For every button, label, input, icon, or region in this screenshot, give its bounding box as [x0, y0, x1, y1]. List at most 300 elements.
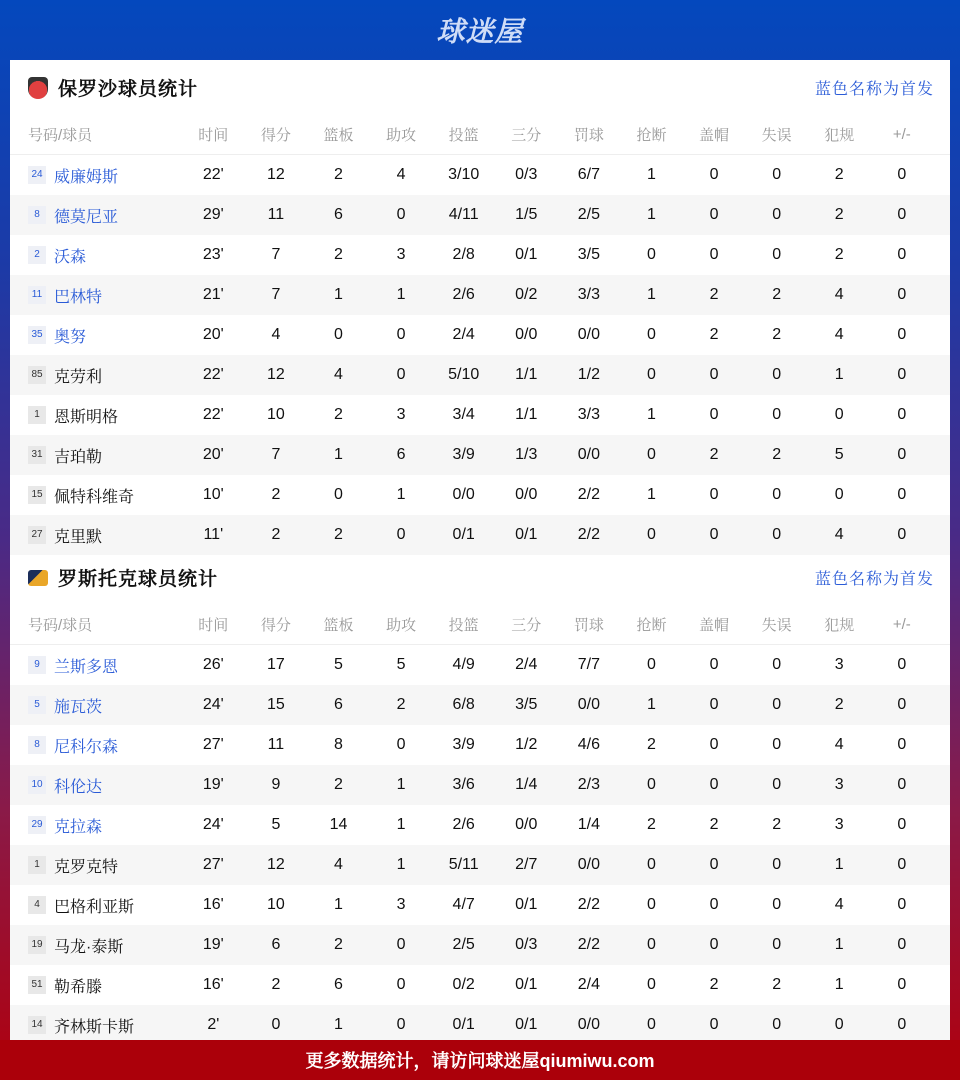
stat-cell: 0: [897, 246, 907, 263]
stat-cell: 6: [396, 446, 406, 463]
player-row[interactable]: [10, 435, 950, 475]
stat-cell: 0: [897, 486, 907, 503]
player-cell: [10, 974, 182, 997]
stat-cell: 2/5: [577, 206, 600, 223]
stat-cell: 0: [772, 776, 782, 793]
stat-cell: 0: [897, 936, 907, 953]
stat-cell: 4/11: [448, 206, 479, 223]
player-name[interactable]: 奥努: [54, 328, 87, 346]
player-row[interactable]: [10, 965, 950, 1005]
stat-cell: 1: [834, 936, 844, 953]
jersey-number: 10: [28, 776, 46, 794]
stat-cell: 0: [709, 896, 719, 913]
stat-cell: 24': [202, 816, 224, 833]
stat-cell: 0/1: [515, 246, 538, 263]
team-logo-icon: [28, 570, 48, 586]
stat-cell: 0: [897, 856, 907, 873]
stat-cell: 1: [396, 856, 406, 873]
player-cell: [10, 324, 182, 347]
stat-cell: 2/2: [577, 486, 600, 503]
stat-cell: 2: [834, 166, 844, 183]
stat-cell: 4: [334, 366, 343, 383]
stat-cell: 0: [772, 1016, 782, 1033]
stat-cell: 0: [647, 976, 656, 993]
column-header: 投篮: [448, 127, 479, 144]
team-title-bar: [10, 60, 950, 115]
player-cell: [10, 164, 182, 187]
stat-cell: 0: [334, 326, 343, 343]
stat-cell: 10: [266, 406, 285, 423]
player-cell: [10, 244, 182, 267]
stat-cell: 0: [772, 406, 782, 423]
stat-cell: 1: [334, 896, 343, 913]
stat-cell: 4: [334, 856, 343, 873]
stat-cell: 4: [271, 326, 281, 343]
stat-cell: 3/9: [452, 446, 475, 463]
jersey-number: 1: [28, 856, 46, 874]
stat-cell: 2/4: [577, 976, 600, 993]
stat-cell: 11': [203, 526, 224, 543]
player-cell: [10, 694, 182, 717]
stat-cell: 0/2: [515, 286, 538, 303]
player-name[interactable]: 佩特科维奇: [54, 488, 135, 506]
player-cell: [10, 404, 182, 427]
stat-cell: 3: [396, 246, 406, 263]
stat-cell: 2/2: [577, 936, 600, 953]
stat-cell: 7/7: [577, 656, 600, 673]
team-logo-icon: [28, 77, 48, 99]
stat-cell: 1/4: [577, 816, 600, 833]
stat-cell: 0: [772, 486, 782, 503]
column-header: 投篮: [448, 617, 479, 634]
jersey-number: 2: [28, 246, 46, 264]
stat-cell: 0/1: [515, 1016, 538, 1033]
player-row[interactable]: [10, 315, 950, 355]
stat-cell: 3/5: [515, 696, 538, 713]
player-cell: [10, 934, 182, 957]
stat-cell: 0: [709, 656, 719, 673]
stat-cell: 1: [834, 856, 844, 873]
stat-cell: 0: [897, 326, 907, 343]
stat-cell: 0: [772, 206, 782, 223]
stat-cell: 24': [202, 696, 224, 713]
player-row[interactable]: [10, 925, 950, 965]
stat-cell: 2/8: [452, 246, 475, 263]
player-name[interactable]: 克里默: [54, 528, 103, 546]
stat-cell: 0: [709, 776, 719, 793]
jersey-number: 31: [28, 446, 46, 464]
jersey-number: 29: [28, 816, 46, 834]
team-title: 保罗沙球员统计: [58, 79, 199, 100]
stat-cell: 0: [647, 896, 656, 913]
player-cell: [10, 854, 182, 877]
player-row[interactable]: [10, 885, 950, 925]
player-row[interactable]: [10, 685, 950, 725]
player-name[interactable]: 马龙·泰斯: [54, 938, 124, 956]
stat-cell: 12: [266, 856, 285, 873]
player-name[interactable]: 巴格利亚斯: [54, 898, 135, 916]
stat-cell: 2': [207, 1016, 220, 1033]
stat-cell: 0: [709, 246, 719, 263]
stats-table: [10, 605, 950, 1045]
stat-cell: 0/2: [452, 976, 475, 993]
player-name[interactable]: 巴林特: [54, 288, 103, 306]
stat-cell: 16': [202, 896, 224, 913]
stat-cell: 0: [709, 526, 719, 543]
stat-cell: 3: [834, 656, 844, 673]
stat-cell: 2: [334, 166, 343, 183]
stat-cell: 11: [267, 206, 285, 223]
stat-cell: 14: [329, 816, 348, 833]
stat-cell: 2: [834, 206, 844, 223]
stat-cell: 0/1: [452, 526, 475, 543]
stat-cell: 22': [202, 406, 224, 423]
stat-cell: 2/4: [452, 326, 475, 343]
jersey-number: 35: [28, 326, 46, 344]
stat-cell: 0: [709, 366, 719, 383]
column-header: 时间: [198, 617, 229, 634]
stat-cell: 0: [647, 366, 656, 383]
player-name[interactable]: 德莫尼亚: [54, 208, 119, 226]
jersey-number: 15: [28, 486, 46, 504]
stat-cell: 3/5: [577, 246, 600, 263]
stat-cell: 2: [271, 976, 281, 993]
player-name[interactable]: 威廉姆斯: [54, 168, 119, 186]
stat-cell: 4/9: [452, 656, 475, 673]
stat-cell: 6/8: [452, 696, 475, 713]
stat-cell: 1: [334, 446, 343, 463]
stat-cell: 0/0: [577, 856, 600, 873]
player-row[interactable]: [10, 725, 950, 765]
stat-cell: 29': [202, 206, 224, 223]
stat-cell: 10: [266, 896, 285, 913]
stat-cell: 4/7: [452, 896, 475, 913]
stat-cell: 0: [709, 166, 719, 183]
player-row[interactable]: [10, 765, 950, 805]
stat-cell: 2/6: [452, 286, 475, 303]
stat-cell: 2: [709, 816, 719, 833]
stat-cell: 4: [834, 526, 844, 543]
stat-cell: 3: [834, 776, 844, 793]
stat-cell: 3: [834, 816, 844, 833]
stat-cell: 3/4: [452, 406, 475, 423]
stat-cell: 0: [897, 736, 907, 753]
player-name[interactable]: 吉珀勒: [54, 448, 103, 466]
player-name[interactable]: 克罗克特: [54, 858, 119, 876]
stat-cell: 1: [647, 696, 656, 713]
stat-cell: 2: [334, 776, 343, 793]
player-row[interactable]: [10, 155, 950, 195]
stat-cell: 20': [202, 326, 224, 343]
stat-cell: 4: [834, 896, 844, 913]
stat-cell: 1/2: [577, 366, 600, 383]
stat-cell: 0/1: [515, 526, 538, 543]
stat-cell: 22': [202, 166, 224, 183]
stat-cell: 1: [647, 286, 656, 303]
jersey-number: 27: [28, 526, 46, 544]
stat-cell: 0: [271, 1016, 281, 1033]
stat-cell: 0: [396, 1016, 406, 1033]
stat-cell: 0/1: [515, 896, 538, 913]
stat-cell: 2: [334, 526, 343, 543]
stat-cell: 9: [271, 776, 281, 793]
table-header: [10, 605, 950, 645]
player-cell: [10, 774, 182, 797]
stat-cell: 0: [647, 246, 656, 263]
stat-cell: 1: [334, 1016, 343, 1033]
player-cell: [10, 204, 182, 227]
starter-note: 蓝色名称为首发: [814, 81, 934, 98]
column-header: 盖帽: [699, 127, 730, 144]
stat-cell: 4: [834, 326, 844, 343]
column-header: 得分: [260, 617, 291, 634]
stat-cell: 2: [334, 246, 343, 263]
stat-cell: 0: [834, 1016, 844, 1033]
table-header: [10, 115, 950, 155]
player-row[interactable]: [10, 805, 950, 845]
column-header: 失误: [761, 127, 792, 144]
column-header: 助攻: [386, 617, 417, 634]
stat-cell: 0: [772, 166, 782, 183]
player-name[interactable]: 恩斯明格: [54, 408, 119, 426]
stat-cell: 12: [266, 366, 285, 383]
stat-cell: 2: [834, 246, 844, 263]
player-row[interactable]: [10, 845, 950, 885]
stat-cell: 0/0: [515, 326, 538, 343]
stat-cell: 17: [266, 656, 285, 673]
player-name[interactable]: 齐林斯卡斯: [54, 1018, 135, 1036]
stat-cell: 0: [897, 656, 907, 673]
stat-cell: 0/0: [452, 486, 475, 503]
player-row[interactable]: [10, 645, 950, 685]
stat-cell: 0: [396, 936, 406, 953]
stat-cell: 1: [834, 366, 844, 383]
column-header: 抢断: [636, 617, 667, 634]
jersey-number: 51: [28, 976, 46, 994]
stat-cell: 27': [202, 856, 224, 873]
stat-cell: 4/6: [577, 736, 600, 753]
column-header: 抢断: [636, 127, 667, 144]
stat-cell: 2: [647, 816, 656, 833]
stat-cell: 2/3: [577, 776, 600, 793]
stat-cell: 2: [334, 406, 343, 423]
stat-cell: 1: [396, 286, 406, 303]
stat-cell: 0: [709, 1016, 719, 1033]
stat-cell: 1/5: [515, 206, 538, 223]
stat-cell: 2: [772, 326, 782, 343]
stat-cell: 0: [897, 896, 907, 913]
team-section-1: [10, 60, 950, 550]
player-row[interactable]: [10, 355, 950, 395]
stat-cell: 4: [396, 166, 406, 183]
stat-cell: 0: [647, 446, 656, 463]
stat-cell: 7: [271, 446, 281, 463]
stats-card: [10, 60, 950, 1040]
stat-cell: 0/0: [577, 446, 600, 463]
jersey-number: 4: [28, 896, 46, 914]
stat-cell: 6: [334, 696, 343, 713]
stat-cell: 4: [834, 736, 844, 753]
brand-logo: 球迷屋: [436, 16, 524, 47]
player-row[interactable]: [10, 235, 950, 275]
player-cell: [10, 1014, 182, 1037]
team-title-bar: [10, 550, 950, 605]
column-header: 篮板: [323, 127, 354, 144]
player-row[interactable]: [10, 195, 950, 235]
stat-cell: 0/0: [515, 486, 538, 503]
jersey-number: 9: [28, 656, 46, 674]
stat-cell: 2/7: [515, 856, 538, 873]
stats-table: [10, 115, 950, 555]
column-header: 助攻: [386, 127, 417, 144]
stat-cell: 1: [396, 776, 406, 793]
stat-cell: 3/3: [577, 406, 600, 423]
stat-cell: 3/9: [452, 736, 475, 753]
stat-cell: 0: [834, 486, 844, 503]
column-header: 罚球: [573, 127, 604, 144]
stat-cell: 0: [396, 976, 406, 993]
stat-cell: 1: [647, 406, 656, 423]
column-header: 盖帽: [699, 617, 730, 634]
stat-cell: 0: [897, 526, 907, 543]
stat-cell: 2: [334, 936, 343, 953]
stat-cell: 2: [834, 696, 844, 713]
player-cell: [10, 524, 182, 547]
stat-cell: 0: [647, 326, 656, 343]
stat-cell: 0: [709, 696, 719, 713]
stat-cell: 3/6: [452, 776, 475, 793]
starter-note: 蓝色名称为首发: [814, 571, 934, 588]
stat-cell: 21': [202, 286, 224, 303]
player-row[interactable]: [10, 1005, 950, 1045]
stat-cell: 2: [772, 976, 782, 993]
jersey-number: 1: [28, 406, 46, 424]
stat-cell: 11: [267, 736, 285, 753]
stat-cell: 6: [334, 976, 343, 993]
jersey-number: 85: [28, 366, 46, 384]
stat-cell: 0: [334, 486, 343, 503]
stat-cell: 2: [647, 736, 656, 753]
player-name[interactable]: 施瓦茨: [54, 698, 103, 716]
stat-cell: 2: [709, 286, 719, 303]
stat-cell: 1: [647, 206, 656, 223]
stat-cell: 6: [271, 936, 281, 953]
stat-cell: 0: [772, 736, 782, 753]
stat-cell: 2: [772, 446, 782, 463]
player-row[interactable]: [10, 475, 950, 515]
stat-cell: 0: [396, 326, 406, 343]
jersey-number: 19: [28, 936, 46, 954]
stat-cell: 0: [772, 526, 782, 543]
stat-cell: 0: [772, 656, 782, 673]
stat-cell: 0: [647, 1016, 656, 1033]
player-name[interactable]: 克劳利: [54, 368, 103, 386]
stat-cell: 2: [271, 486, 281, 503]
stat-cell: 2: [772, 816, 782, 833]
player-cell: [10, 894, 182, 917]
column-header: 三分: [511, 127, 542, 144]
stat-cell: 2/2: [577, 526, 600, 543]
stat-cell: 5: [334, 656, 343, 673]
stat-cell: 12: [266, 166, 285, 183]
stat-cell: 0: [772, 896, 782, 913]
stat-cell: 7: [271, 286, 281, 303]
stat-cell: 10': [202, 486, 224, 503]
player-name[interactable]: 科伦达: [54, 778, 103, 796]
stat-cell: 0: [709, 936, 719, 953]
stat-cell: 3: [396, 406, 406, 423]
stat-cell: 2/5: [452, 936, 475, 953]
stat-cell: 0: [396, 366, 406, 383]
column-header: 号码/球员: [28, 127, 93, 144]
stat-cell: 0: [897, 696, 907, 713]
player-cell: [10, 814, 182, 837]
stat-cell: 0/0: [577, 326, 600, 343]
stat-cell: 0/3: [515, 166, 538, 183]
stat-cell: 0: [772, 696, 782, 713]
stat-cell: 0: [709, 406, 719, 423]
player-name[interactable]: 沃森: [54, 248, 87, 266]
stat-cell: 0: [897, 166, 907, 183]
stat-cell: 19': [202, 936, 224, 953]
stat-cell: 0: [647, 936, 656, 953]
stat-cell: 0: [897, 366, 907, 383]
footer-banner[interactable]: 更多数据统计，请访问球迷屋qiumiwu.com: [0, 1040, 960, 1080]
player-cell: [10, 364, 182, 387]
stat-cell: 8: [334, 736, 343, 753]
stat-cell: 3: [396, 896, 406, 913]
stat-cell: 0: [647, 776, 656, 793]
stat-cell: 0: [897, 206, 907, 223]
stat-cell: 3/3: [577, 286, 600, 303]
stat-cell: 0: [772, 246, 782, 263]
stat-cell: 19': [202, 776, 224, 793]
stat-cell: 5/11: [448, 856, 479, 873]
player-row[interactable]: [10, 395, 950, 435]
stat-cell: 0: [709, 206, 719, 223]
column-header: 失误: [761, 617, 792, 634]
column-header: 犯规: [824, 617, 855, 634]
stat-cell: 27': [202, 736, 224, 753]
stat-cell: 0: [647, 856, 656, 873]
stat-cell: 0: [396, 526, 406, 543]
player-cell: [10, 734, 182, 757]
stat-cell: 5/10: [448, 366, 480, 383]
player-cell: [10, 484, 182, 507]
player-cell: [10, 284, 182, 307]
stat-cell: 1: [396, 486, 406, 503]
column-header: 得分: [260, 127, 291, 144]
stat-cell: 0: [647, 656, 656, 673]
player-name[interactable]: 兰斯多恩: [54, 658, 119, 676]
player-name[interactable]: 克拉森: [54, 818, 103, 836]
stat-cell: 0: [834, 406, 844, 423]
stat-cell: 6: [334, 206, 343, 223]
player-row[interactable]: [10, 275, 950, 315]
stat-cell: 0/0: [577, 696, 600, 713]
player-cell: [10, 654, 182, 677]
player-name[interactable]: 尼科尔森: [54, 738, 119, 756]
stat-cell: 0: [396, 736, 406, 753]
stat-cell: 0/3: [515, 936, 538, 953]
player-name[interactable]: 勒希滕: [54, 978, 103, 996]
player-row[interactable]: [10, 515, 950, 555]
stat-cell: 4: [834, 286, 844, 303]
stat-cell: 20': [202, 446, 224, 463]
stat-cell: 5: [834, 446, 844, 463]
stat-cell: 3/10: [448, 166, 480, 183]
stat-cell: 16': [202, 976, 224, 993]
